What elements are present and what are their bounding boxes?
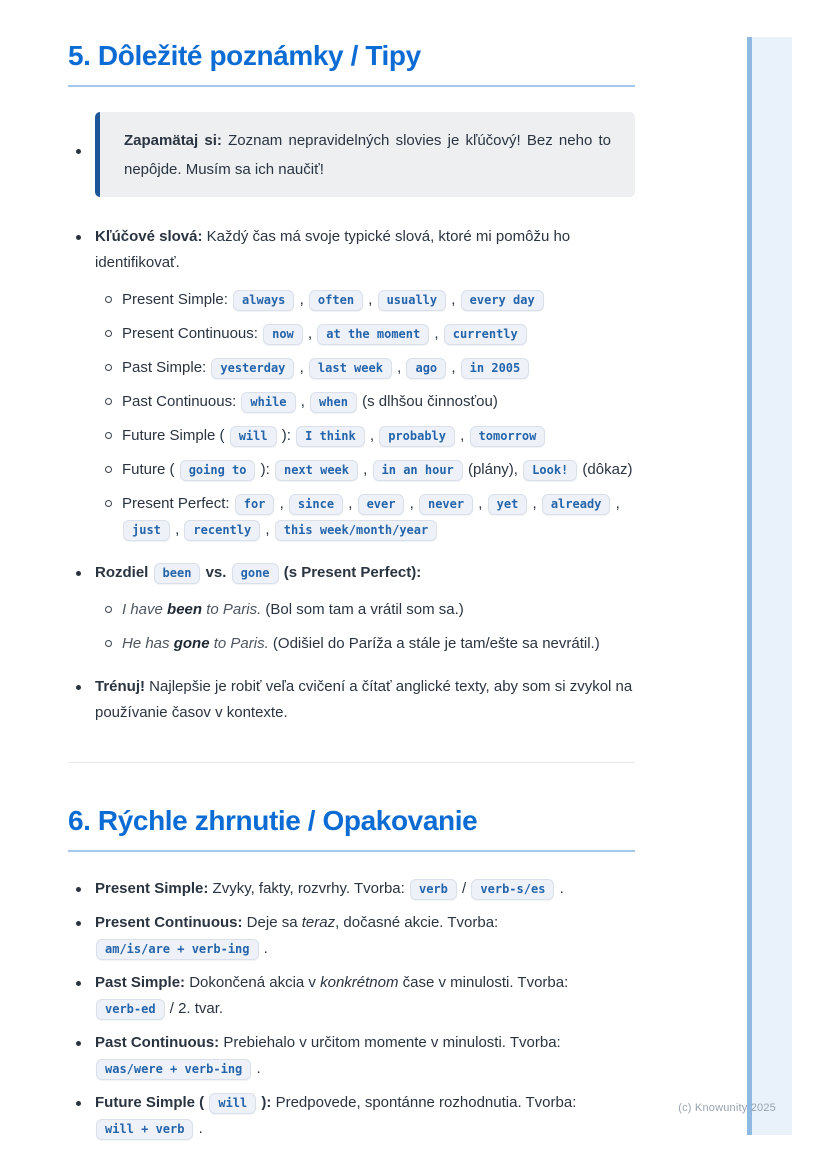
train-list-item [68,674,635,726]
code-badge: while [241,392,295,413]
been-vs-gone-sub-list [95,597,635,657]
text-segment: He has [122,635,174,653]
callout-list-item [68,112,635,197]
summary-present-simple [68,876,635,902]
keywords-past-simple [95,355,635,381]
text-segment: , [456,427,469,445]
text-segment: / [457,880,471,898]
code-badge: always [233,290,294,311]
text-segment: Future Simple ( [95,1094,209,1112]
code-badge: will + verb [96,1119,193,1140]
code-badge: recently [184,520,260,541]
summary-present-continuous [68,910,635,962]
text-segment: , [392,359,406,377]
section-divider [68,762,635,763]
code-badge: will [230,426,277,447]
summary-past-simple [68,970,635,1022]
code-badge: ever [358,494,405,515]
heading-underline [68,85,635,87]
code-badge: am/is/are + verb-ing [96,939,259,960]
code-badge: probably [379,426,455,447]
code-badge: in an hour [373,460,463,481]
code-badge: I think [296,426,365,447]
text-segment: , [296,393,310,411]
watermark: (c) Knowunity 2025 [678,1102,776,1114]
text-segment: Future Simple ( [122,427,229,445]
text-segment: , [430,325,443,343]
text-segment: , dočasné akcie. Tvorba: [335,914,499,932]
text-segment: , [364,291,377,309]
keywords-future-simple [95,423,635,449]
text-segment: . [555,880,564,898]
keywords-future-going-to [95,457,635,483]
code-badge: next week [275,460,358,481]
summary-list [68,876,635,1142]
text-segment: Present Perfect: [122,495,234,513]
heading-underline [68,850,635,852]
been-vs-gone-lead-text [95,564,421,581]
text-segment: Prebiehalo v určitom momente v minulosti. Tvorba: [219,1034,561,1052]
text-segment: (Bol som tam a vrátil som sa.) [261,601,464,619]
code-badge: ago [406,358,446,379]
text-segment: to Paris. [202,601,262,619]
code-badge: currently [444,324,527,345]
code-badge: going to [180,460,256,481]
text-segment: , [474,495,487,513]
text-segment: Past Continuous: [122,393,241,411]
keywords-lead-text [95,228,570,271]
section-5-heading: 5. Dôležité poznámky / Tipy [68,40,421,71]
text-segment: , [275,495,288,513]
text-segment: Future ( [122,461,179,479]
code-badge: will [209,1093,256,1114]
code-badge: at the moment [317,324,429,345]
text-segment: ): [257,1094,272,1112]
code-badge: in 2005 [461,358,530,379]
text-segment: / 2. tvar. [165,1000,224,1018]
notes-list [68,112,635,726]
text-segment: , [295,291,308,309]
callout-note [95,112,635,197]
text-segment: vs. [205,564,231,582]
text-segment: Present Continuous: [95,914,243,932]
text-segment: Trénuj! [95,678,146,696]
text-segment: to Paris. [209,635,269,653]
code-badge: just [123,520,170,541]
text-segment: konkrétnom [320,974,399,992]
code-badge: verb-s/es [471,879,554,900]
text-segment: ): [277,427,296,445]
code-badge: last week [309,358,392,379]
text-segment: čase v minulosti. Tvorba: [398,974,569,992]
code-badge: usually [378,290,447,311]
code-badge: now [263,324,303,345]
text-segment: Present Continuous: [122,325,263,343]
code-badge: was/were + verb-ing [96,1059,251,1080]
code-badge: since [289,494,343,515]
code-badge: often [309,290,363,311]
text-segment: (s Present Perfect): [283,564,422,582]
text-segment: , [447,359,460,377]
text-segment: Deje sa [242,914,302,932]
text-segment: gone [173,635,210,653]
document-content [68,40,635,1150]
text-segment: Predpovede, spontánne rozhodnutia. Tvorba: [271,1094,577,1112]
text-segment: Present Simple: [122,291,233,309]
example-gone [95,631,635,657]
code-badge: for [235,494,275,515]
text-segment: . [259,940,268,958]
text-segment: Kľúčové slová: [95,228,203,246]
text-segment: I have [122,601,168,619]
keywords-sub-list [95,287,635,543]
text-segment: Past Continuous: [95,1034,220,1052]
keywords-present-simple [95,287,635,313]
keywords-present-continuous [95,321,635,347]
text-segment: , [261,521,274,539]
code-badge: yesterday [211,358,294,379]
code-badge: when [310,392,357,413]
text-segment: (s dlhšou činnosťou) [357,393,498,411]
code-badge: been [154,563,201,584]
text-segment: Najlepšie je robiť veľa cvičení a čítať anglické texty, aby som si zvykol na používanie časov v kontexte. [95,678,633,722]
text-segment: , [611,495,620,513]
text-segment: (Odišiel do Paríža a stále je tam/ešte sa nevrátil.) [268,635,600,653]
text-segment: ): [256,461,274,479]
callout-text [124,132,611,178]
text-segment: Dokončená akcia v [185,974,321,992]
summary-past-continuous [68,1030,635,1082]
text-segment: . [194,1120,203,1138]
text-segment: Present Simple: [95,880,209,898]
code-badge: never [419,494,473,515]
text-segment: , [365,427,379,445]
text-segment: been [167,601,203,619]
code-badge: already [542,494,611,515]
text-segment: . [252,1060,261,1078]
code-badge: tomorrow [470,426,546,447]
example-been [95,597,635,623]
text-segment: (dôkaz) [578,461,633,479]
text-segment: (plány), [463,461,523,479]
text-segment: Past Simple: [95,974,186,992]
code-badge: yet [488,494,528,515]
keywords-past-continuous [95,389,635,415]
side-scroll-strip [747,37,792,1135]
text-segment: , [344,495,357,513]
code-badge: verb [410,879,457,900]
text-segment: , [303,325,317,343]
keywords-list-item [68,224,635,543]
text-segment: Každý čas má svoje typické slová, ktoré mi pomôžu ho identifikovať. [95,228,571,272]
text-segment: , [405,495,418,513]
code-badge: verb-ed [96,999,165,1020]
code-badge: this week/month/year [275,520,438,541]
been-vs-gone-list-item [68,560,635,657]
text-segment: Zapamätaj si: [124,132,222,150]
keywords-present-perfect [95,491,635,543]
text-segment: teraz [301,914,336,932]
summary-future-simple [68,1090,635,1142]
text-segment: , [528,495,541,513]
text-segment: , [359,461,372,479]
code-badge: gone [232,563,279,584]
text-segment: , [170,521,184,539]
text-segment: Past Simple: [122,359,211,377]
code-badge: Look! [523,460,577,481]
text-segment: Rozdiel [95,564,153,582]
text-segment: , [295,359,308,377]
text-segment: Zvyky, fakty, rozvrhy. Tvorba: [208,880,409,898]
section-6-heading: 6. Rýchle zhrnutie / Opakovanie [68,805,478,837]
text-segment: Zoznam nepravidelných slovies je kľúčový! Bez neho to nepôjde. Musím sa ich naučiť! [124,132,611,179]
code-badge: every day [461,290,544,311]
text-segment: , [447,291,460,309]
